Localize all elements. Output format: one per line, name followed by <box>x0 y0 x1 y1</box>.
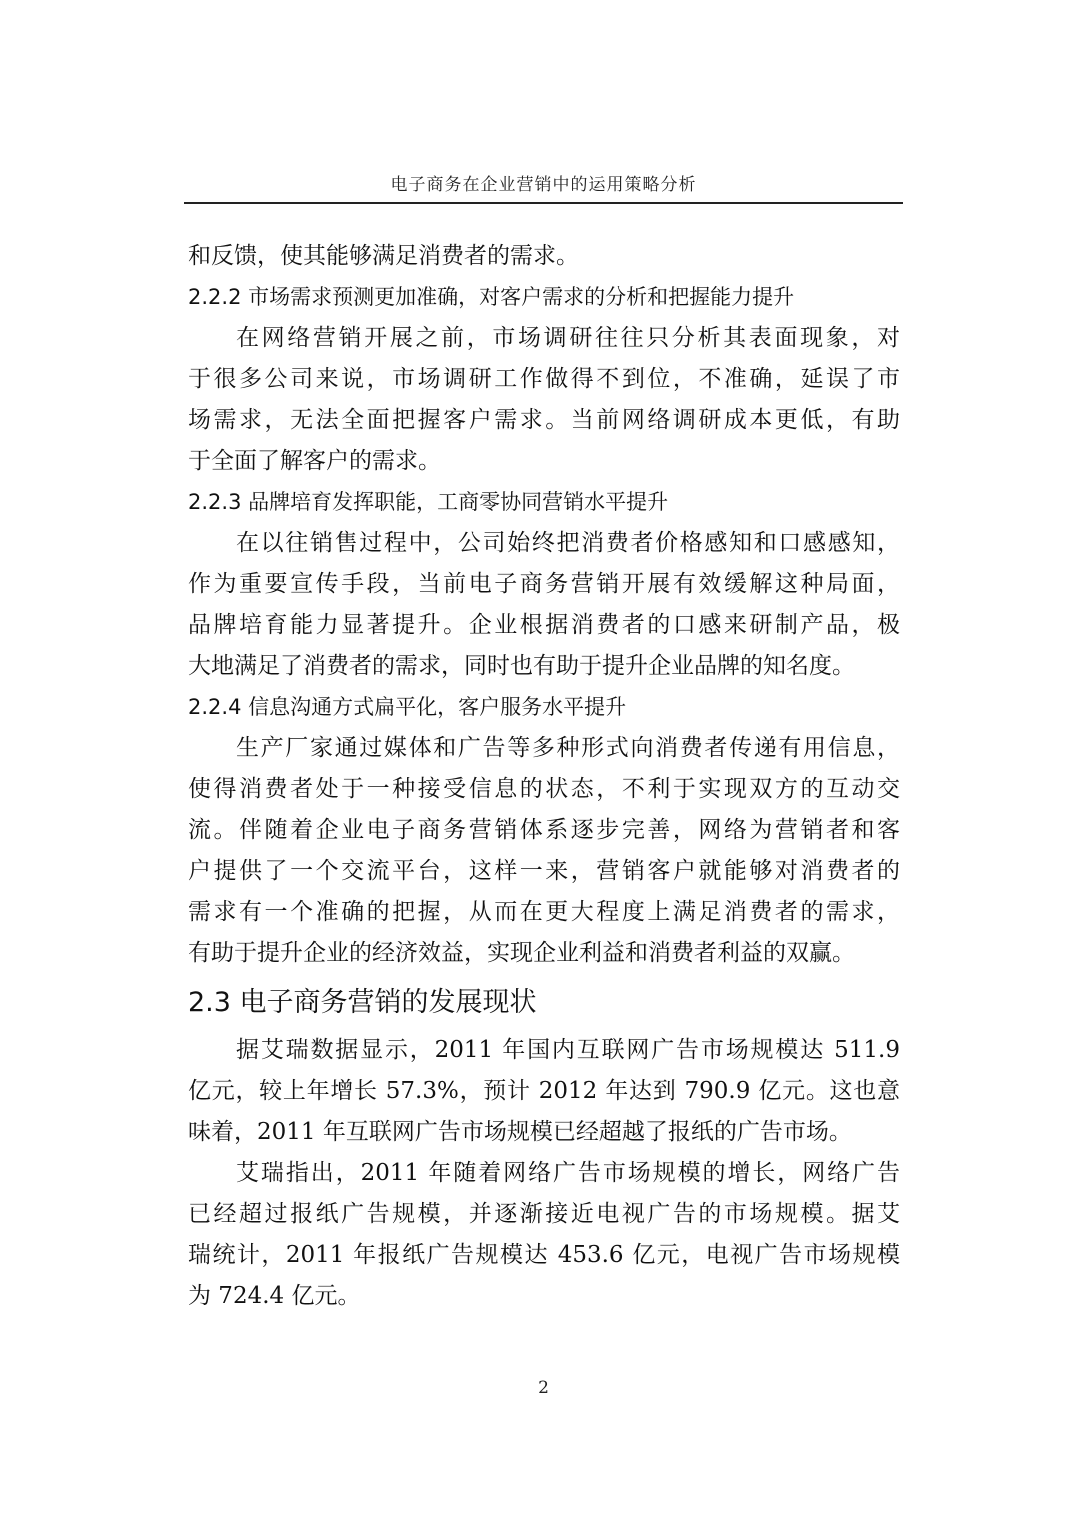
paragraph-line: 使得消费者处于一种接受信息的状态，不利于实现双方的互动交 <box>188 776 900 802</box>
paragraph-line: 艾瑞指出，2011 年随着网络广告市场规模的增长，网络广告 <box>236 1160 900 1186</box>
paragraph-line: 和反馈，使其能够满足消费者的需求。 <box>188 243 579 269</box>
paragraph-line: 场需求，无法全面把握客户需求。当前网络调研成本更低，有助 <box>188 407 900 433</box>
paragraph-line: 生产厂家通过媒体和广告等多种形式向消费者传递有用信息， <box>236 735 900 761</box>
paragraph-line: 在网络营销开展之前，市场调研往往只分析其表面现象，对 <box>236 325 900 351</box>
paragraph-line: 味着，2011 年互联网广告市场规模已经超越了报纸的广告市场。 <box>188 1119 852 1145</box>
paragraph-line: 亿元，较上年增长 57.3%，预计 2012 年达到 790.9 亿元。这也意 <box>188 1078 900 1104</box>
paragraph-line: 据艾瑞数据显示，2011 年国内互联网广告市场规模达 511.9 <box>236 1037 900 1063</box>
paragraph-line: 在以往销售过程中，公司始终把消费者价格感知和口感感知， <box>236 530 900 556</box>
header-rule <box>184 202 903 204</box>
paragraph-line: 为 724.4 亿元。 <box>188 1283 361 1309</box>
paragraph-line: 户提供了一个交流平台，这样一来，营销客户就能够对消费者的 <box>188 858 900 884</box>
page-number: 2 <box>538 1378 549 1398</box>
page-body <box>188 236 900 1317</box>
section-heading-2-3: 2.3 电子商务营销的发展现状 <box>188 987 537 1018</box>
section-heading-2-2-2: 2.2.2 市场需求预测更加准确，对客户需求的分析和把握能力提升 <box>188 285 795 309</box>
paragraph-line: 有助于提升企业的经济效益，实现企业利益和消费者利益的双赢。 <box>188 940 855 966</box>
paragraph-line: 于很多公司来说，市场调研工作做得不到位，不准确，延误了市 <box>188 366 900 392</box>
section-heading-2-2-3: 2.2.3 品牌培育发挥职能，工商零协同营销水平提升 <box>188 490 669 514</box>
paragraph-line: 流。伴随着企业电子商务营销体系逐步完善，网络为营销者和客 <box>188 817 900 843</box>
paragraph-line: 需求有一个准确的把握，从而在更大程度上满足消费者的需求， <box>188 899 900 925</box>
paragraph-line: 瑞统计，2011 年报纸广告规模达 453.6 亿元，电视广告市场规模 <box>188 1242 900 1268</box>
section-heading-2-2-4: 2.2.4 信息沟通方式扁平化，客户服务水平提升 <box>188 695 627 719</box>
paragraph-line: 品牌培育能力显著提升。企业根据消费者的口感来研制产品，极 <box>188 612 900 638</box>
paragraph-line: 大地满足了消费者的需求，同时也有助于提升企业品牌的知名度。 <box>188 653 855 679</box>
running-header: 电子商务在企业营销中的运用策略分析 <box>390 175 697 195</box>
paragraph-line: 作为重要宣传手段，当前电子商务营销开展有效缓解这种局面， <box>188 571 900 597</box>
paragraph-line: 已经超过报纸广告规模，并逐渐接近电视广告的市场规模。据艾 <box>188 1201 900 1227</box>
paragraph-line: 于全面了解客户的需求。 <box>188 448 441 474</box>
